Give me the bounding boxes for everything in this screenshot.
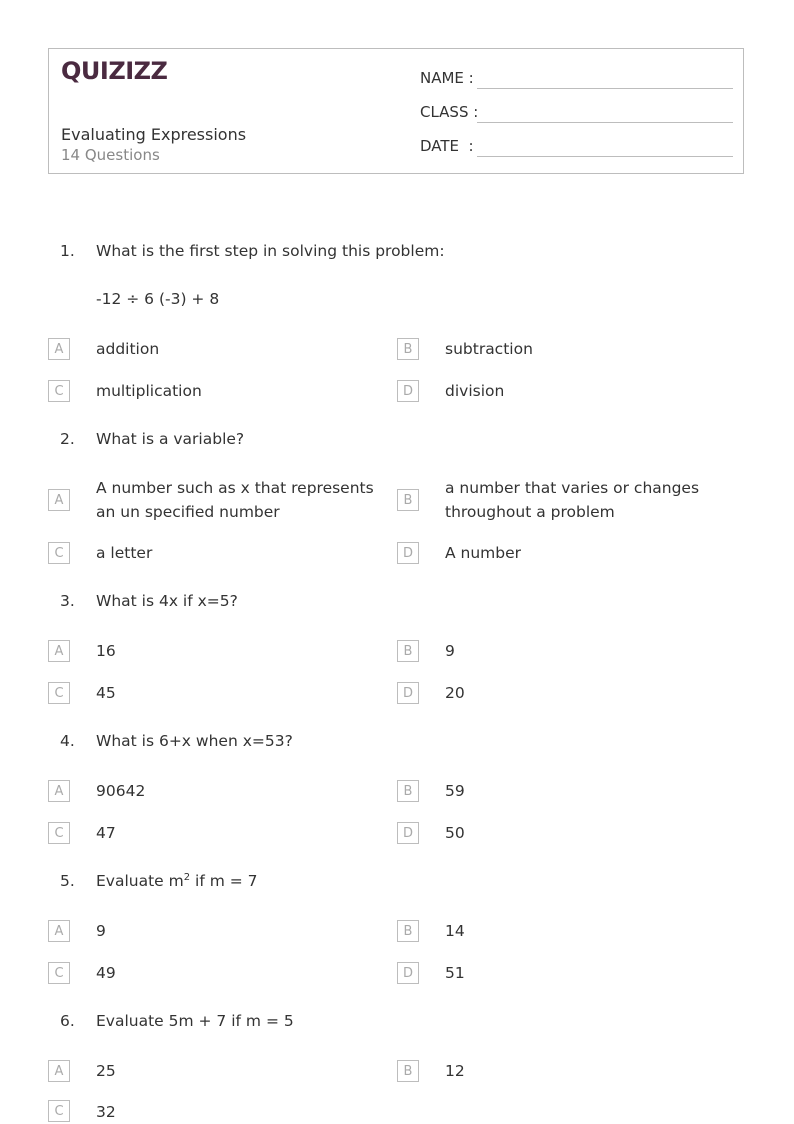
option-text: 45 bbox=[96, 684, 116, 702]
class-line[interactable] bbox=[477, 122, 733, 123]
option-text: 59 bbox=[445, 782, 465, 800]
option-text: 90642 bbox=[96, 782, 146, 800]
option-letter-box[interactable]: C bbox=[48, 1100, 70, 1122]
option-text: 49 bbox=[96, 964, 116, 982]
option-text: 50 bbox=[445, 824, 465, 842]
option-letter-box[interactable]: D bbox=[397, 682, 419, 704]
option-letter-box[interactable]: A bbox=[48, 338, 70, 360]
option-text: 16 bbox=[96, 642, 116, 660]
question-expression: -12 ÷ 6 (-3) + 8 bbox=[96, 290, 220, 308]
option-letter-box[interactable]: B bbox=[397, 920, 419, 942]
option-letter-box[interactable]: C bbox=[48, 542, 70, 564]
date-label: DATE : bbox=[420, 137, 474, 155]
option-text: 12 bbox=[445, 1062, 465, 1080]
name-line[interactable] bbox=[477, 88, 733, 89]
class-label: CLASS : bbox=[420, 103, 479, 121]
option-text: 9 bbox=[96, 922, 106, 940]
option-text: 51 bbox=[445, 964, 465, 982]
option-text: 32 bbox=[96, 1103, 116, 1121]
question-text-pre: Evaluate m bbox=[96, 872, 184, 891]
option-text: a letter bbox=[96, 544, 153, 562]
question-text: Evaluate 5m + 7 if m = 5 bbox=[96, 1012, 294, 1030]
option-letter-box[interactable]: B bbox=[397, 640, 419, 662]
question-number: 2. bbox=[60, 430, 75, 448]
option-text: division bbox=[445, 382, 505, 400]
exponent: 2 bbox=[183, 872, 191, 883]
option-letter-box[interactable]: C bbox=[48, 822, 70, 844]
option-letter-box[interactable]: C bbox=[48, 380, 70, 402]
option-letter-box[interactable]: B bbox=[397, 1060, 419, 1082]
question-text: What is the first step in solving this problem: bbox=[96, 242, 445, 260]
option-letter-box[interactable]: B bbox=[397, 338, 419, 360]
option-letter-box[interactable]: A bbox=[48, 1060, 70, 1082]
option-letter-box[interactable]: A bbox=[48, 780, 70, 802]
question-text: What is 6+x when x=53? bbox=[96, 732, 293, 750]
name-label: NAME : bbox=[420, 69, 474, 87]
date-line[interactable] bbox=[477, 156, 733, 157]
option-text: A number bbox=[445, 544, 522, 562]
option-letter-box[interactable]: C bbox=[48, 682, 70, 704]
question-number: 4. bbox=[60, 732, 75, 750]
option-letter-box[interactable]: D bbox=[397, 822, 419, 844]
option-letter-box[interactable]: C bbox=[48, 962, 70, 984]
option-text: 9 bbox=[445, 642, 455, 660]
quizizz-logo: QUIZIZZ bbox=[61, 57, 168, 85]
option-text: 20 bbox=[445, 684, 465, 702]
option-text: 14 bbox=[445, 922, 465, 940]
option-letter-box[interactable]: D bbox=[397, 542, 419, 564]
question-text: What is 4x if x=5? bbox=[96, 592, 238, 610]
option-letter-box[interactable]: A bbox=[48, 489, 70, 511]
worksheet-title: Evaluating Expressions bbox=[61, 125, 247, 144]
option-text: 25 bbox=[96, 1062, 116, 1080]
question-count: 14 Questions bbox=[61, 146, 160, 164]
option-letter-box[interactable]: B bbox=[397, 780, 419, 802]
option-text: 47 bbox=[96, 824, 116, 842]
question-number: 1. bbox=[60, 242, 75, 260]
question-number: 5. bbox=[60, 872, 75, 890]
option-letter-box[interactable]: B bbox=[397, 489, 419, 511]
option-text: addition bbox=[96, 340, 160, 358]
question-number: 3. bbox=[60, 592, 75, 610]
option-text: multiplication bbox=[96, 382, 202, 400]
option-letter-box[interactable]: A bbox=[48, 640, 70, 662]
option-letter-box[interactable]: D bbox=[397, 380, 419, 402]
option-letter-box[interactable]: A bbox=[48, 920, 70, 942]
question-text: What is a variable? bbox=[96, 430, 245, 448]
question-text-post: if m = 7 bbox=[190, 872, 258, 891]
option-text: subtraction bbox=[445, 340, 533, 358]
option-text: a number that varies or changes throughout a problem bbox=[445, 479, 700, 521]
question-number: 6. bbox=[60, 1012, 75, 1030]
option-text: A number such as x that represents an un specified number bbox=[96, 479, 374, 521]
question-text bbox=[96, 872, 258, 890]
option-letter-box[interactable]: D bbox=[397, 962, 419, 984]
worksheet-header bbox=[48, 48, 744, 174]
